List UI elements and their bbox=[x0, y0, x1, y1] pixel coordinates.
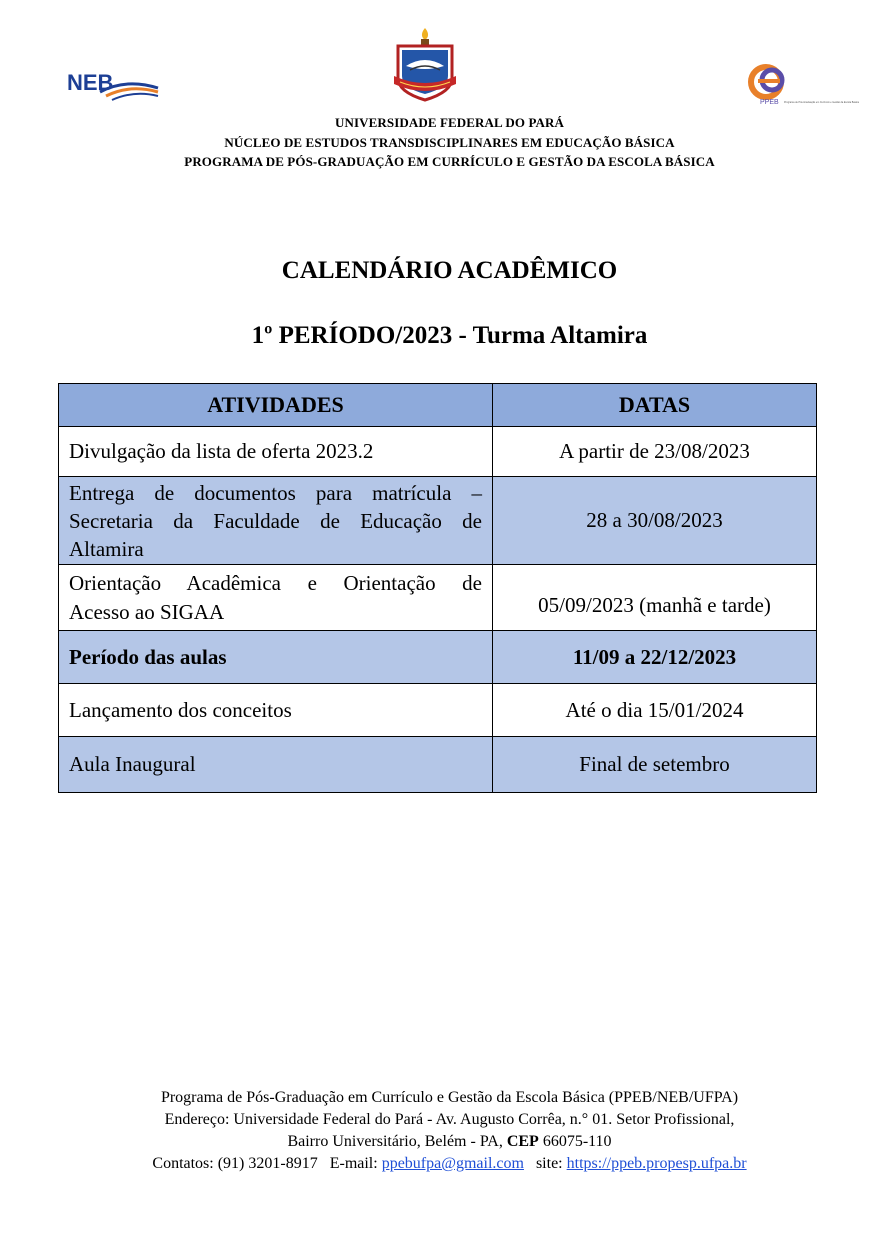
footer-contacts bbox=[0, 1153, 875, 1175]
activity-line: Orientação Acadêmica e Orientação de bbox=[69, 570, 482, 595]
activity-line: Secretaria da Faculdade de Educação de bbox=[69, 508, 482, 533]
activity-cell: Lançamento dos conceitos bbox=[59, 684, 493, 737]
ppeb-logo bbox=[742, 60, 859, 120]
footer-site-prefix: site: bbox=[523, 1155, 567, 1172]
institution-header bbox=[0, 113, 875, 172]
ufpa-crest-logo bbox=[390, 26, 460, 106]
email-link[interactable]: ppebufpa@gmail.com bbox=[381, 1155, 524, 1172]
footer-address-line2 bbox=[0, 1131, 875, 1153]
footer-cep-label: CEP bbox=[506, 1133, 539, 1150]
footer-neighborhood: Bairro Universitário, Belém - PA, bbox=[287, 1133, 507, 1150]
footer bbox=[0, 1087, 875, 1175]
date-cell: Final de setembro bbox=[493, 737, 817, 793]
date-text: 05/09/2023 (manhã e tarde) bbox=[538, 593, 771, 617]
header-university: UNIVERSIDADE FEDERAL DO PARÁ bbox=[335, 115, 564, 130]
column-header-activities: ATIVIDADES bbox=[59, 384, 493, 427]
header-nucleus: NÚCLEO DE ESTUDOS TRANSDISCIPLINARES EM EDUCAÇÃO BÁSICA bbox=[224, 134, 675, 150]
table-row bbox=[59, 631, 817, 684]
activity-line: Acesso ao SIGAA bbox=[69, 599, 225, 624]
footer-contacts-prefix: Contatos: (91) 3201-8917 E-mail: bbox=[152, 1155, 382, 1172]
calendar-table bbox=[58, 383, 817, 793]
ppeb-logo-text: PPEB bbox=[760, 99, 779, 106]
activity-cell: Período das aulas bbox=[59, 631, 493, 684]
footer-address: Endereço: Universidade Federal do Pará - Av. Augusto Corrêa, n.° 01. Setor Profissional, bbox=[164, 1111, 735, 1128]
table-row bbox=[59, 737, 817, 793]
footer-program: Programa de Pós-Graduação em Currículo e Gestão da Escola Básica (PPEB/NEB/UFPA) bbox=[160, 1089, 739, 1106]
date-cell: 11/09 a 22/12/2023 bbox=[493, 631, 817, 684]
date-cell: 28 a 30/08/2023 bbox=[493, 477, 817, 565]
table-row bbox=[59, 427, 817, 477]
table-header-row bbox=[59, 384, 817, 427]
date-cell bbox=[493, 565, 817, 631]
page-title: CALENDÁRIO ACADÊMICO bbox=[281, 257, 618, 284]
activity-cell: Divulgação da lista de oferta 2023.2 bbox=[59, 427, 493, 477]
activity-line: Altamira bbox=[69, 536, 144, 561]
header-program: PROGRAMA DE PÓS-GRADUAÇÃO EM CURRÍCULO E GESTÃO DA ESCOLA BÁSICA bbox=[184, 154, 715, 169]
date-cell: Até o dia 15/01/2024 bbox=[493, 684, 817, 737]
ppeb-logo-caption: Programa de Pós-Graduação em Currículo e Gestão da Escola Básica bbox=[784, 101, 859, 104]
column-header-dates: DATAS bbox=[493, 384, 817, 427]
activity-cell bbox=[59, 477, 493, 565]
activity-cell: Aula Inaugural bbox=[59, 737, 493, 793]
table-row bbox=[59, 477, 817, 565]
site-link[interactable]: https://ppeb.propesp.ufpa.br bbox=[566, 1155, 747, 1172]
page-subtitle: 1º PERÍODO/2023 - Turma Altamira bbox=[251, 322, 648, 349]
activity-line: Entrega de documentos para matrícula – bbox=[69, 480, 482, 505]
table-row bbox=[59, 565, 817, 631]
table-row bbox=[59, 684, 817, 737]
neb-logo-text: NEB bbox=[67, 70, 114, 95]
activity-cell bbox=[59, 565, 493, 631]
footer-cep-value: 66075-110 bbox=[538, 1133, 612, 1150]
date-cell: A partir de 23/08/2023 bbox=[493, 427, 817, 477]
neb-logo bbox=[66, 66, 161, 102]
